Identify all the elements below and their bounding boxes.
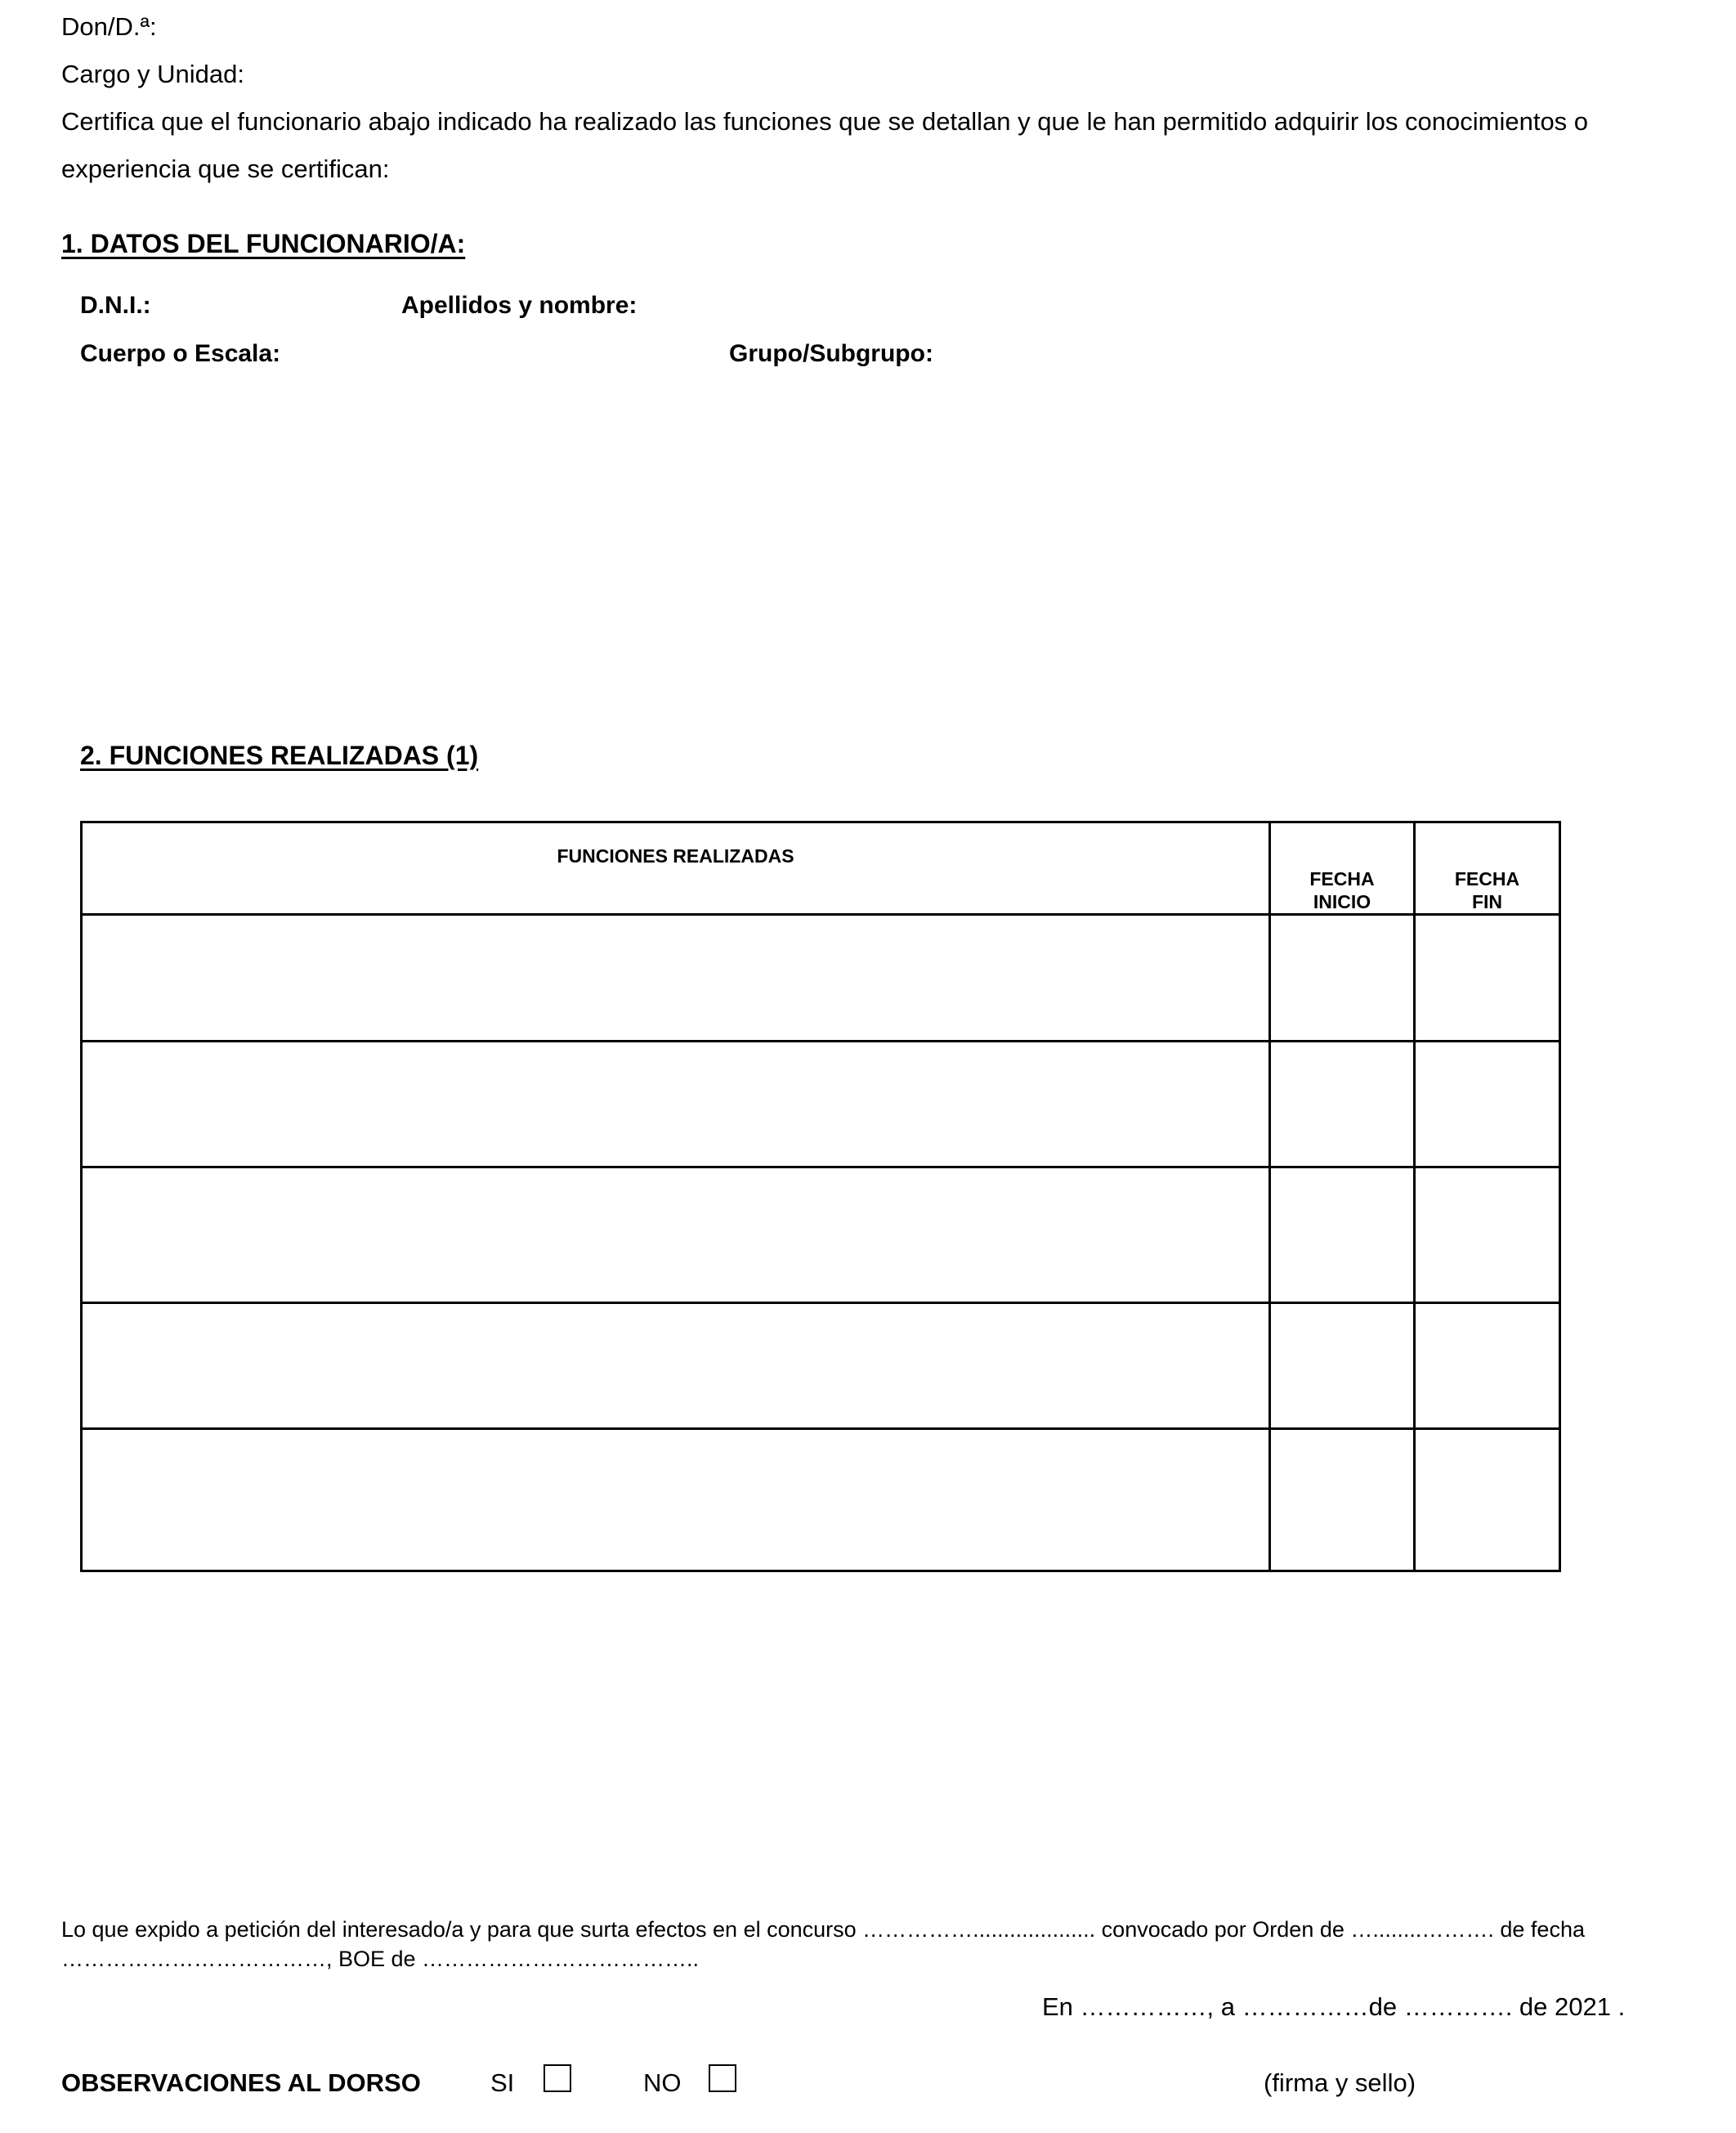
fecha-inicio-cell[interactable]: [1270, 915, 1415, 1042]
observaciones-label: OBSERVACIONES AL DORSO: [61, 2068, 421, 2097]
header-fecha-fin-text: FECHA FIN: [1454, 868, 1520, 912]
header-fecha-inicio-text: FECHA INICIO: [1309, 868, 1375, 912]
funcion-cell[interactable]: [82, 915, 1270, 1042]
fecha-fin-cell[interactable]: [1415, 1042, 1560, 1167]
lugar-fecha-line: En ……………, a ……………de …………. de 2021 .: [1042, 1992, 1626, 2021]
header-fecha-inicio: [1270, 822, 1415, 915]
fecha-inicio-cell[interactable]: [1270, 1429, 1415, 1571]
table-row: [82, 1167, 1560, 1303]
fecha-fin-cell[interactable]: [1415, 1429, 1560, 1571]
table-row: [82, 915, 1560, 1042]
fecha-fin-cell[interactable]: [1415, 1303, 1560, 1429]
fecha-fin-cell[interactable]: [1415, 1167, 1560, 1303]
section2-title: 2. FUNCIONES REALIZADAS (1): [80, 741, 479, 770]
no-label: NO: [643, 2068, 682, 2097]
fecha-fin-cell[interactable]: [1415, 915, 1560, 1042]
funcion-cell[interactable]: [82, 1167, 1270, 1303]
fecha-inicio-cell[interactable]: [1270, 1042, 1415, 1167]
si-checkbox[interactable]: [544, 2064, 571, 2092]
expido-paragraph: Lo que expido a petición del interesado/a y para que surta efectos en el concurso …………….................... convocado por Orden de …........………. de fecha ………………………………, BOE de ………………………………..: [61, 1917, 1585, 1971]
table-row: [82, 1042, 1560, 1167]
don-label: Don/D.ª:: [61, 12, 157, 41]
section1-title: 1. DATOS DEL FUNCIONARIO/A:: [61, 229, 466, 258]
cuerpo-escala-label: Cuerpo o Escala:: [80, 340, 281, 367]
certifica-paragraph: Certifica que el funcionario abajo indicado ha realizado las funciones que se detallan y que le han permitido adquirir los conocimientos o experiencia que se certifican:: [61, 107, 1589, 183]
header-funciones-text: FUNCIONES REALIZADAS: [557, 845, 794, 867]
dni-label: D.N.I.:: [80, 292, 151, 319]
firma-sello-label: (firma y sello): [1264, 2068, 1416, 2097]
grupo-subgrupo-label: Grupo/Subgrupo:: [729, 340, 933, 367]
funcion-cell[interactable]: [82, 1303, 1270, 1429]
fecha-inicio-cell[interactable]: [1270, 1303, 1415, 1429]
funcion-cell[interactable]: [82, 1042, 1270, 1167]
header-fecha-fin: [1415, 822, 1560, 915]
cargo-unidad-label: Cargo y Unidad:: [61, 60, 245, 88]
funciones-table: [80, 821, 1561, 1572]
header-funciones: [82, 822, 1270, 915]
fecha-inicio-cell[interactable]: [1270, 1167, 1415, 1303]
table-row: [82, 1303, 1560, 1429]
table-row: [82, 1429, 1560, 1571]
apellidos-nombre-label: Apellidos y nombre:: [401, 292, 638, 319]
si-label: SI: [490, 2068, 515, 2097]
no-checkbox[interactable]: [709, 2064, 736, 2092]
funcion-cell[interactable]: [82, 1429, 1270, 1571]
table-header-row: [82, 822, 1560, 915]
